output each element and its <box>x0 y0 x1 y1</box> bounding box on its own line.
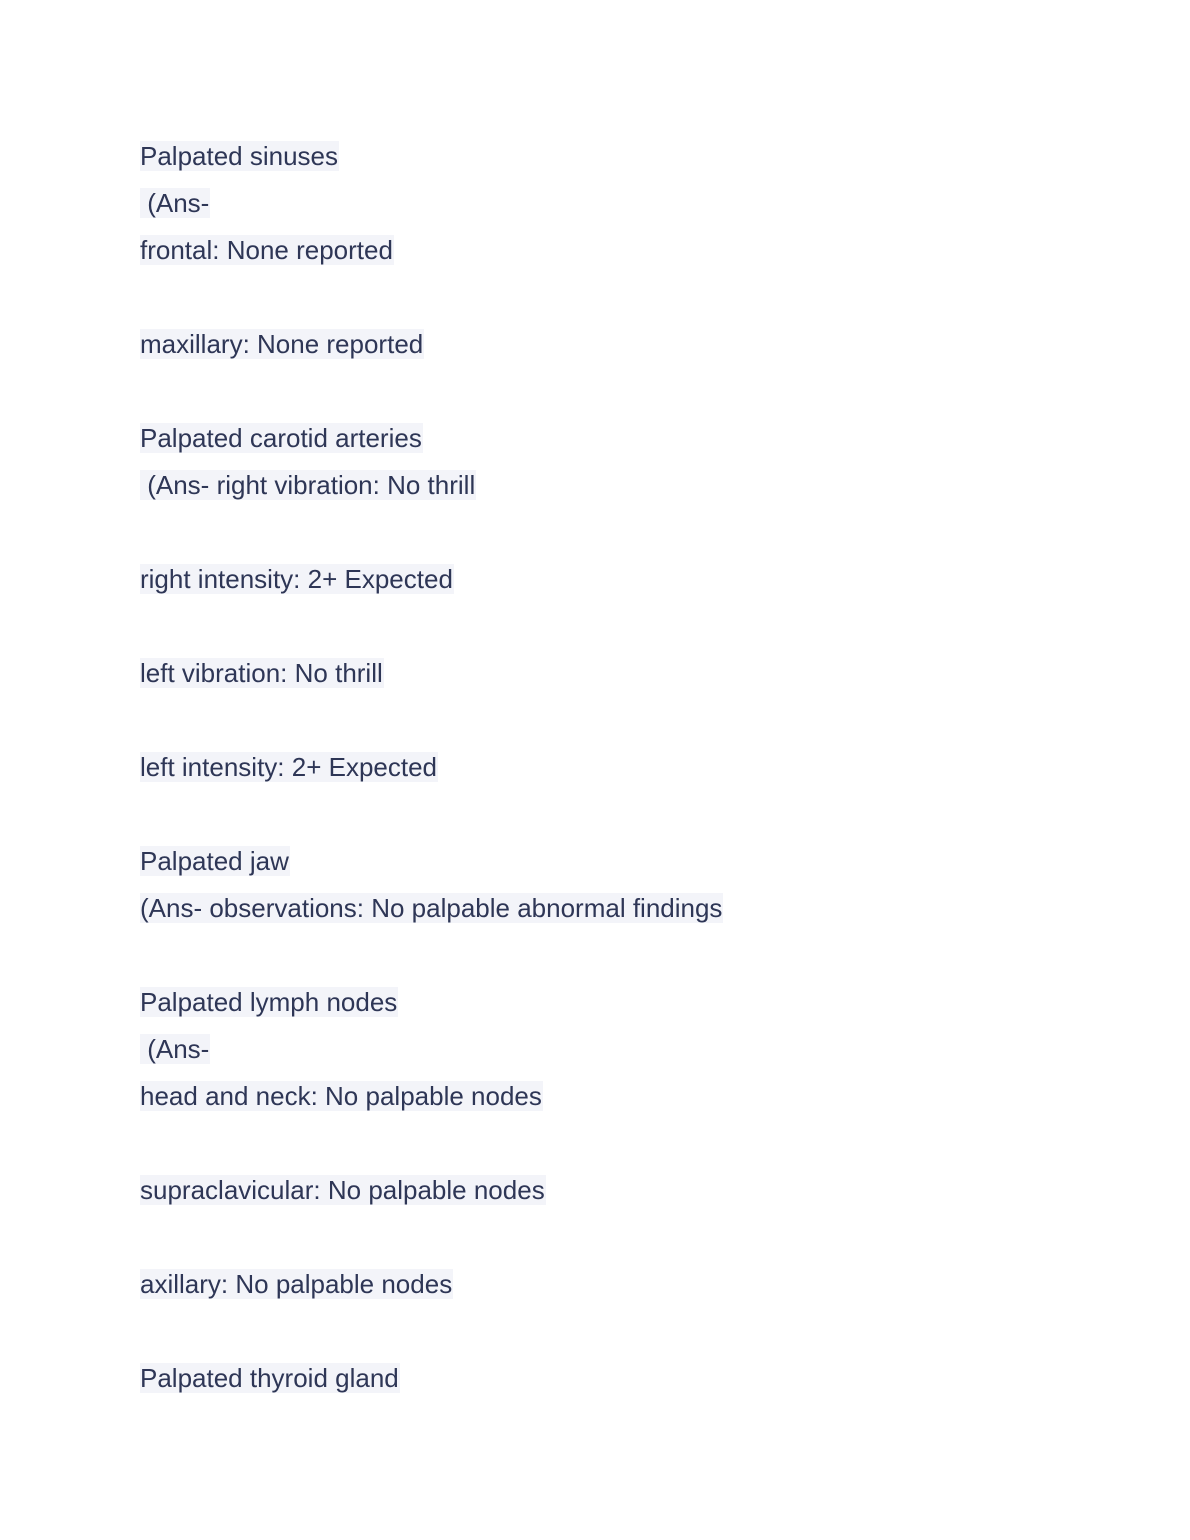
blank-line <box>140 279 723 326</box>
sinuses-answer-label: (Ans- <box>140 188 210 218</box>
jaw-finding: (Ans- observations: No palpable abnormal findings <box>140 893 723 923</box>
blank-line <box>140 796 723 843</box>
left-intensity-finding: left intensity: 2+ Expected <box>140 752 438 782</box>
carotid-heading: Palpated carotid arteries <box>140 423 422 453</box>
lymph-nodes-answer-label: (Ans- <box>140 1034 210 1064</box>
thyroid-heading: Palpated thyroid gland <box>140 1363 399 1393</box>
blank-line <box>140 373 723 420</box>
lymph-nodes-heading: Palpated lymph nodes <box>140 987 398 1017</box>
blank-line <box>140 608 723 655</box>
supraclavicular-finding: supraclavicular: No palpable nodes <box>140 1175 545 1205</box>
blank-line <box>140 1219 723 1266</box>
jaw-heading: Palpated jaw <box>140 846 289 876</box>
blank-line <box>140 702 723 749</box>
blank-line <box>140 937 723 984</box>
axillary-finding: axillary: No palpable nodes <box>140 1269 453 1299</box>
left-vibration-finding: left vibration: No thrill <box>140 658 383 688</box>
right-intensity-finding: right intensity: 2+ Expected <box>140 564 453 594</box>
blank-line <box>140 1313 723 1360</box>
document-body <box>140 138 723 1407</box>
right-vibration-finding: (Ans- right vibration: No thrill <box>140 470 476 500</box>
blank-line <box>140 514 723 561</box>
frontal-finding: frontal: None reported <box>140 235 393 265</box>
head-neck-finding: head and neck: No palpable nodes <box>140 1081 542 1111</box>
sinuses-heading: Palpated sinuses <box>140 141 339 171</box>
blank-line <box>140 1125 723 1172</box>
maxillary-finding: maxillary: None reported <box>140 329 424 359</box>
